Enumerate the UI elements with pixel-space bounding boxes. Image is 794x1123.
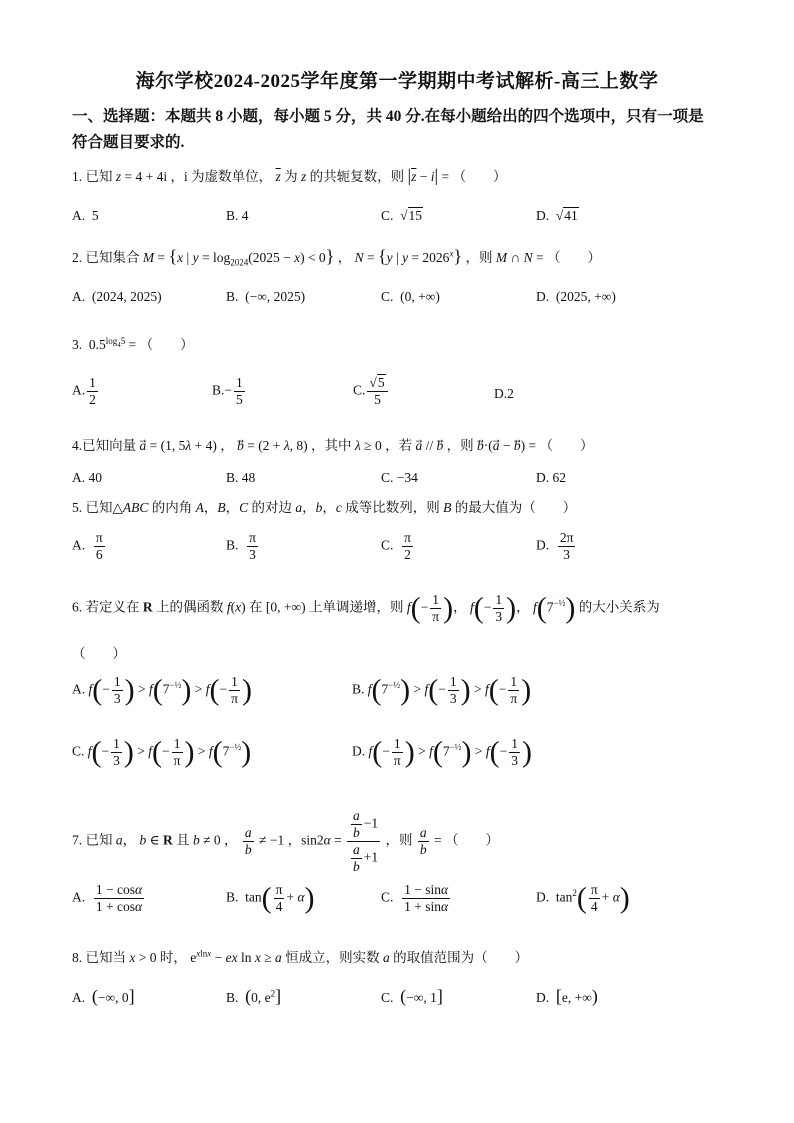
question-4-option-b: B. 48 — [226, 470, 256, 485]
question-4-number: 4. — [72, 438, 83, 453]
question-7-option-d: D. $\tan^2$( $\frac{\pi}{4}$ + α) — [536, 881, 630, 915]
question-7-option-a: A. $\frac{1 - \cos\alpha}{1 + \cos\alpha}$ — [72, 882, 143, 914]
question-7-number: 7. — [72, 832, 83, 848]
question-5-option-a: A. $\frac{\pi}{6}$ — [72, 530, 103, 562]
question-2-option-b: B. (−∞, 2025) — [226, 289, 306, 304]
question-5-option-b: B. $\frac{\pi}{3}$ — [226, 530, 256, 562]
question-4-option-a: A. 40 — [72, 470, 102, 485]
section-heading — [72, 104, 732, 156]
question-6-option-b: B. $f(7^{-\frac{1}{2}}) > f(-$ $\frac{1}{3}$ ) > f(− $\frac{1}{\pi}$ ) — [352, 673, 532, 707]
question-6-option-d: D. f(− $\frac{1}{\pi}$ ) > $f(7^{-\frac{1}{2}}) > f(-$ $\frac{1}{3}$ ) — [352, 735, 532, 769]
question-3-option-d: D.2 — [494, 386, 514, 401]
question-8: 8. 已知当 x > 0 时， $e^{xlnx}$ − ex ln x ≥ a 恒成立，则实数 a 的取值范围为（ ） — [72, 948, 529, 965]
question-4: 4.已知向量 a⃗ = (1, 5λ + 4) ， b⃗ = (2 + λ, 8) ，其中 λ ≥ 0 ，若 a⃗ // b⃗ ，则 b⃗·(a⃗ − b⃗) = （ ） — [72, 438, 594, 453]
question-1-option-d: D. √41 — [536, 208, 578, 223]
question-8-option-d: D. [e, +∞) — [536, 986, 598, 1006]
question-2-option-d: D. (2025, +∞) — [536, 289, 616, 304]
question-1-option-b: B. 4 — [226, 208, 249, 223]
page-title: 海尔学校2024-2025学年度第一学期期中考试解析-高三上数学 — [135, 71, 659, 92]
question-2-number: 2. — [72, 250, 83, 265]
question-4-option-d: D. 62 — [536, 470, 566, 485]
question-3-option-b: B.− $\frac{1}{5}$ — [212, 375, 243, 407]
question-7: 7. 已知 a， b ∈ R 且 b ≠ 0 ， $\frac{a}{b}$ ≠ −1 ，sin2α = $\frac{a}{b}$ −1 $\frac{a}{b}$ +1 ，则 $\frac{a}{b}$ = （ ） — [72, 808, 500, 874]
question-7-option-b: B. tan( $\frac{\pi}{4}$ + α) — [226, 881, 315, 915]
question-3-option-c: C. $\frac{√5}{5}$ — [353, 375, 390, 408]
question-6-number: 6. — [72, 599, 83, 615]
question-3-option-a: A. $\frac{1}{2}$ — [72, 375, 96, 407]
section-heading-line2: 符合题目要求的. — [72, 134, 185, 151]
question-3: 3. $0.5^{log_45}$ = （ ） — [72, 335, 194, 352]
question-1-option-c: C. √15 — [381, 208, 423, 223]
question-8-option-c: C. (−∞, 1] — [381, 986, 443, 1006]
question-8-number: 8. — [72, 950, 83, 965]
question-3-number: 3. — [72, 337, 83, 352]
question-5-number: 5. — [72, 500, 83, 515]
question-2-option-c: C. (0, +∞) — [381, 289, 440, 304]
question-6-paren: （ ） — [72, 646, 126, 661]
question-2: 2. 已知集合 M = {x | $y = \log_{2024}(2025 - x) < 0$} ， N = {y | $y = 2026^x$} ，则 M ∩ N = （ ） — [72, 246, 601, 268]
question-6-option-c: C. f(− $\frac{1}{3}$ ) > f(− $\frac{1}{\pi}$ ) > $f(7^{-\frac{1}{2}})$ — [72, 735, 252, 769]
question-6-option-a: A. f(− $\frac{1}{3}$ ) > $f(7^{-\frac{1}{2}}) > f(-$ $\frac{1}{\pi}$ ) — [72, 673, 252, 707]
question-1-number: 1. — [72, 169, 83, 184]
section-heading-line1: 一、选择题：本题共 8 小题，每小题 5 分，共 40 分.在每小题给出的四个选项中，只有一项是 — [72, 108, 704, 125]
question-2-option-a: A. (2024, 2025) — [72, 289, 162, 304]
question-8-option-a: A. (−∞, 0] — [72, 986, 135, 1006]
question-5: 5. 已知△ABC 的内角 A，B，C 的对边 a，b，c 成等比数列，则 B 的最大值为（ ） — [72, 500, 577, 515]
question-1: 1. 已知 z = 4 + 4i ，i 为虚数单位， $\overline{z}$ 为 z 的共轭复数，则 $|\overline{z} - i|$ = （ ） — [72, 165, 507, 185]
question-5-option-d: D. $\frac{2\pi}{3}$ — [536, 530, 574, 562]
question-7-option-c: C. $\frac{1 - \sin\alpha}{1 + \sin\alpha}$ — [381, 882, 449, 914]
question-5-option-c: C. $\frac{\pi}{2}$ — [381, 530, 411, 562]
question-8-option-b: B. (0, $e^2$] — [226, 986, 282, 1006]
question-6: 6. 若定义在 R 上的偶函数 f(x) 在 [0, +∞) 上单调递增，则 f(− $\frac{1}{\pi}$ )， f(− $\frac{1}{3}$ )， $f(7^{-\frac{1}{2}})$ 的大小关系为 — [72, 591, 660, 625]
question-4-option-c: C. −34 — [381, 470, 418, 485]
question-1-option-a: A. 5 — [72, 208, 99, 223]
